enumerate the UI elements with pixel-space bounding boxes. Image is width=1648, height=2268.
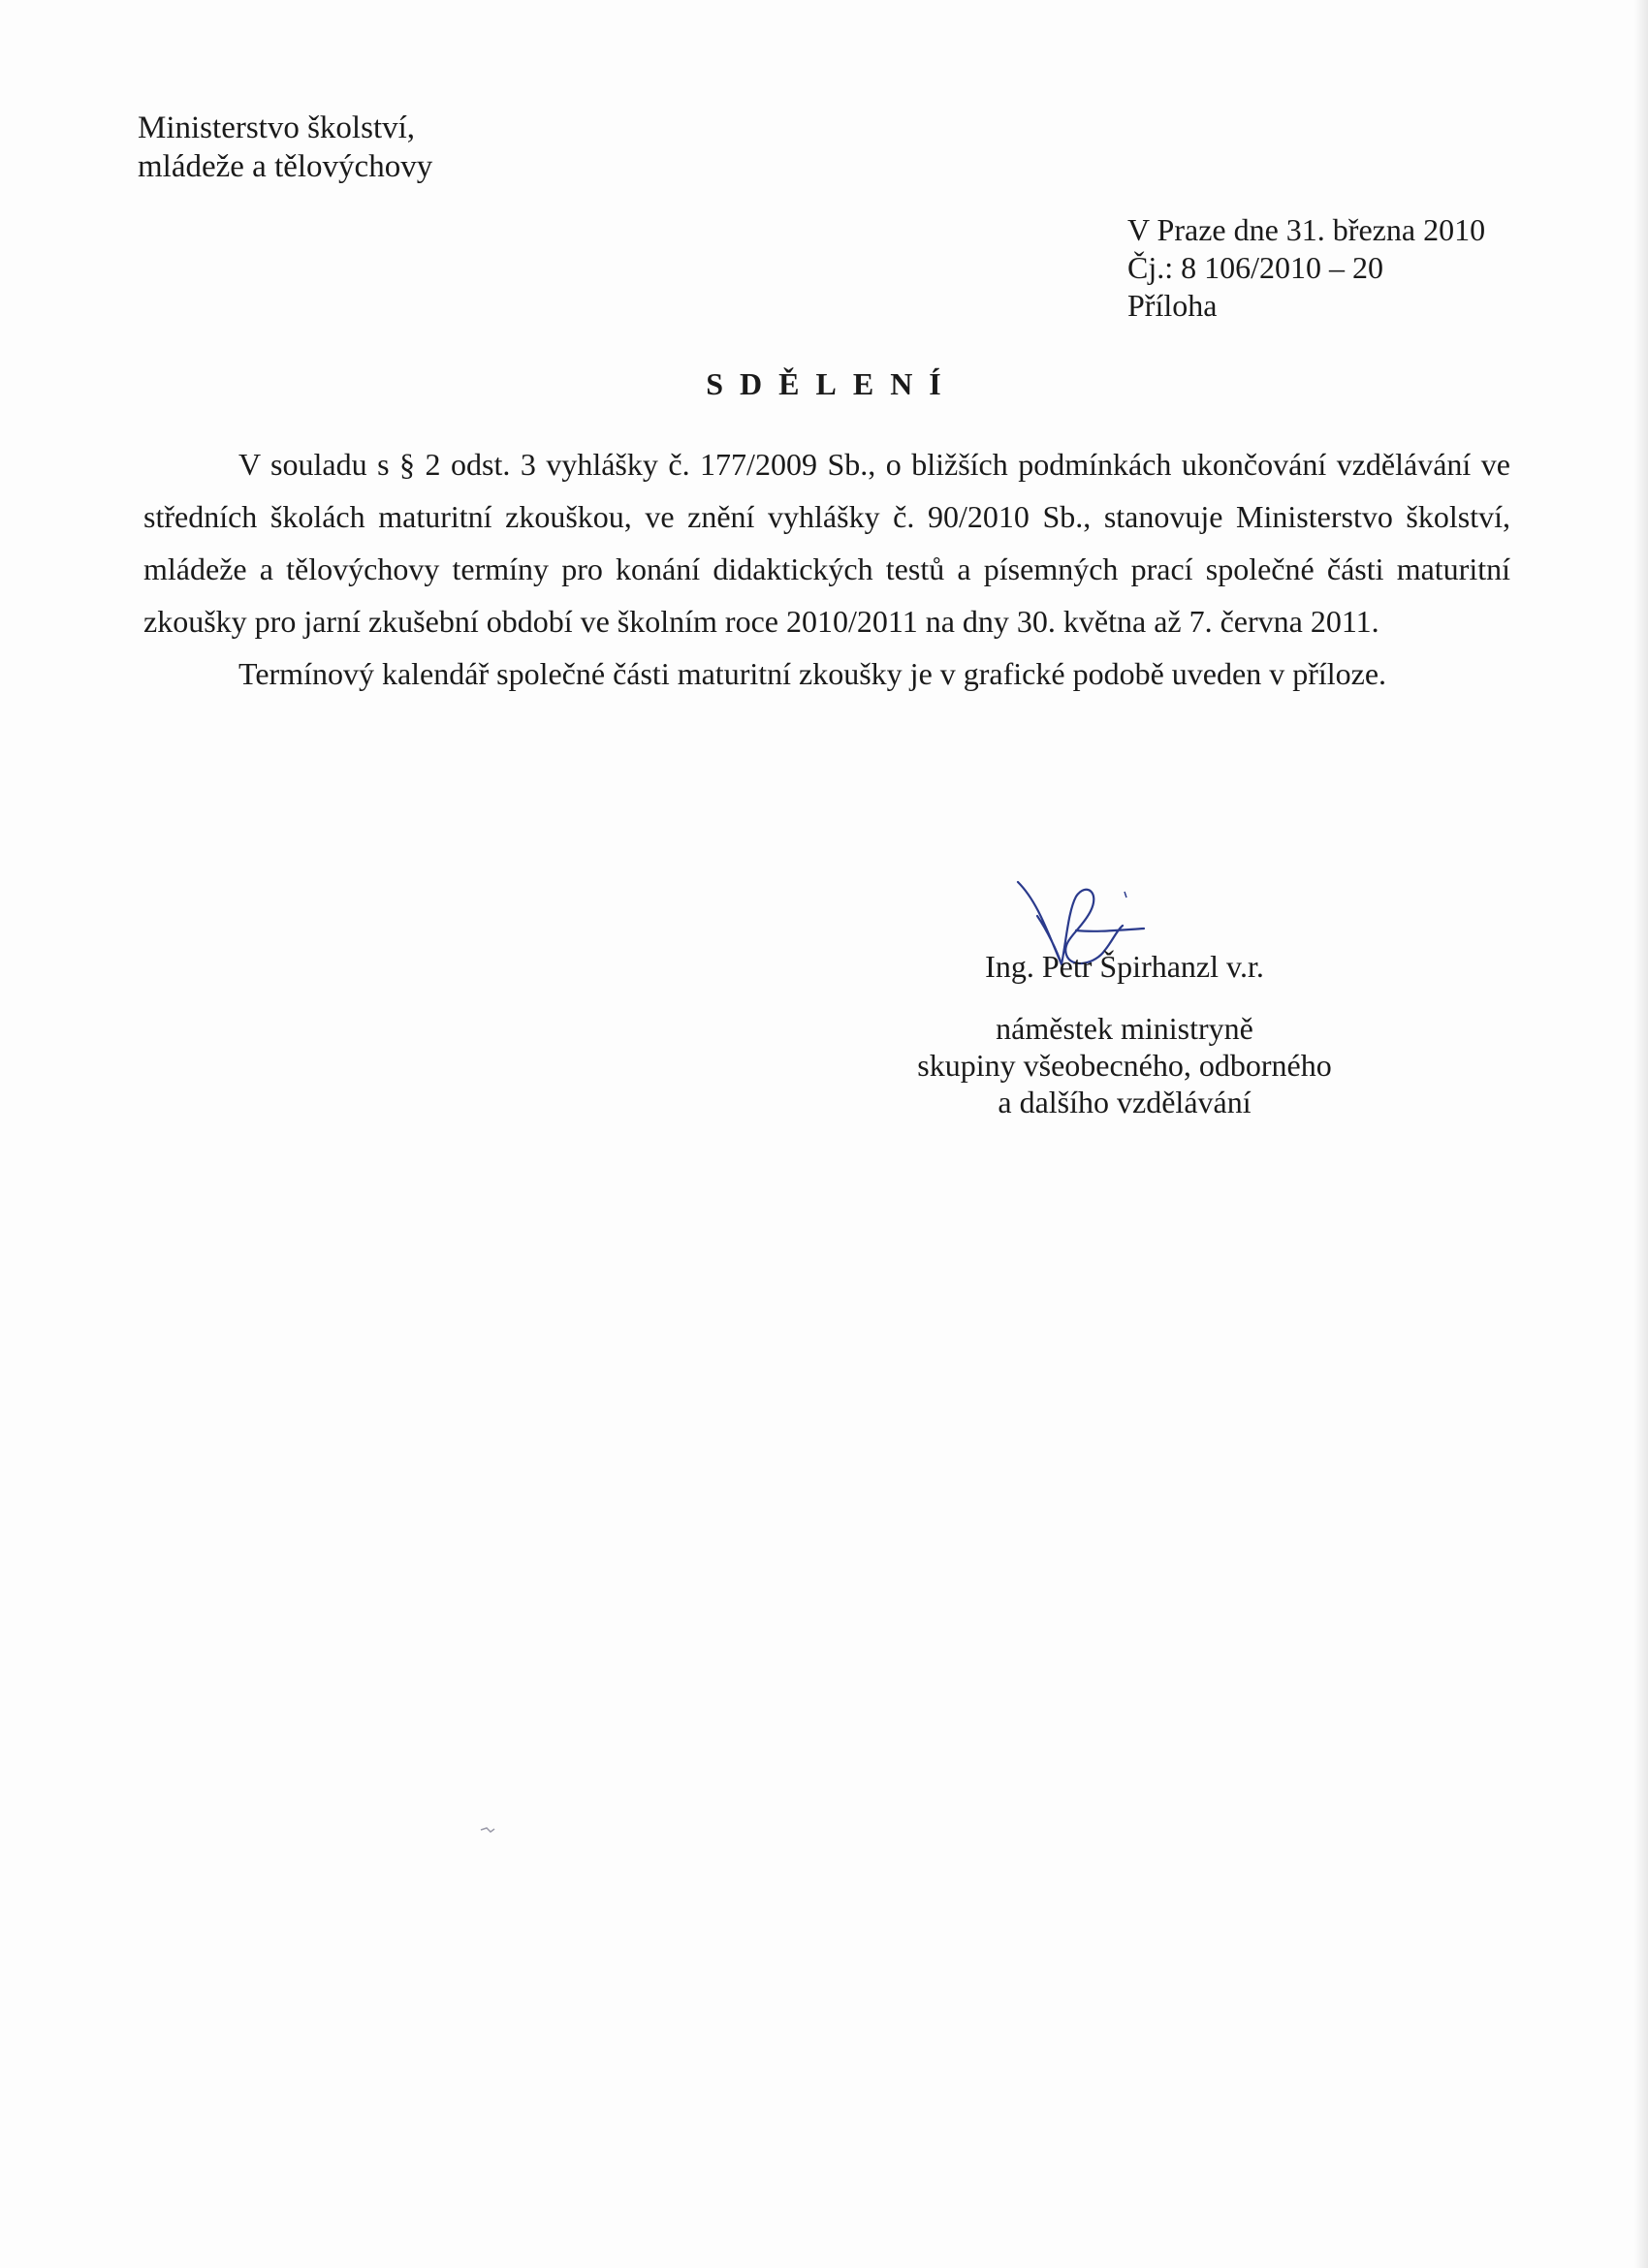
letter-body [143,438,1510,700]
body-paragraph-2: Termínový kalendář společné části maturitní zkoušky je v grafické podobě uveden v příloze. [238,656,1387,691]
document-heading: SDĚLENÍ [706,366,958,401]
letter-date: V Praze dne 31. března 2010 [1127,212,1486,247]
sender-line-2: mládeže a tělovýchovy [138,149,433,184]
sender-line-1: Ministerstvo školství, [138,110,416,145]
body-paragraph-1: V souladu s § 2 odst. 3 vyhlášky č. 177/2009 Sb., o bližších podmínkách ukončování vzdělávání ve středních školách maturitní zkouškou, ve znění vyhlášky č. 90/2010 Sb., stanovuje Ministerstvo školství, mládeže a tělovýchovy termíny pro konání didaktických testů a písemných prací společné části maturitní zkoušky pro jarní zkušební období ve školním roce 2010/2011 na dny 30. května až 7. června 2011. [143,447,1510,639]
signatory-title-1: náměstek ministryně [996,1011,1253,1046]
scan-edge-shadow [1634,0,1648,2268]
signatory-title-2: skupiny všeobecného, odborného [917,1048,1332,1083]
signature-block [853,948,1396,1120]
letter-meta [1127,211,1485,325]
scan-speck [479,1824,498,1838]
sender-block [138,109,432,186]
signatory-title-3: a dalšího vzdělávání [998,1085,1252,1119]
signatory-name: Ing. Petr Špirhanzl v.r. [985,949,1264,984]
reference-number: Čj.: 8 106/2010 – 20 [1127,250,1384,285]
attachment-note: Příloha [1127,288,1218,323]
